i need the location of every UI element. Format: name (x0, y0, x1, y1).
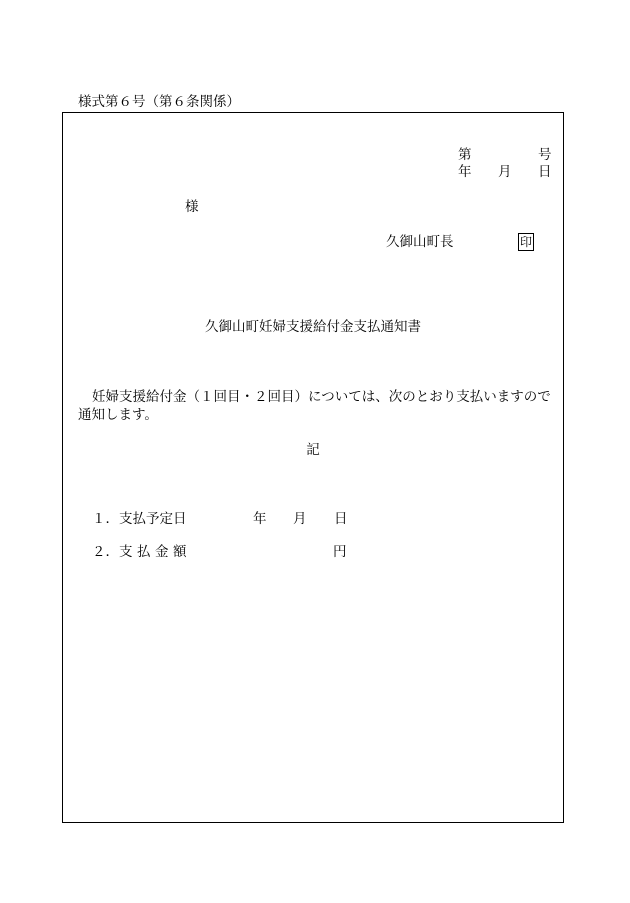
payment-date-day: 日 (334, 511, 348, 527)
record-marker: 記 (306, 442, 320, 458)
reference-number-suffix: 号 (538, 147, 552, 163)
item-label: 支払金額 (119, 544, 191, 560)
item-payment-amount (92, 544, 191, 560)
issue-date-year: 年 (458, 164, 472, 180)
body-text-line-1: 妊婦支援給付金（１回目・２回目）については、次のとおり支払いますので (92, 389, 551, 405)
reference-number-prefix: 第 (458, 147, 472, 163)
item-label: 支払予定日 (119, 511, 187, 527)
item-number: ２． (92, 544, 119, 560)
payment-date-month: 月 (293, 511, 307, 527)
issuer-title: 久御山町長 (386, 234, 454, 250)
document-title: 久御山町妊婦支援給付金支払通知書 (205, 319, 421, 335)
form-number-label: 様式第６号（第６条関係） (78, 94, 240, 110)
payment-amount-unit: 円 (333, 544, 347, 560)
payment-date-year: 年 (253, 511, 267, 527)
item-payment-date (92, 511, 187, 527)
addressee-honorific: 様 (185, 199, 199, 215)
document-frame (62, 112, 564, 823)
seal-mark: 印 (519, 235, 532, 249)
item-number: １． (92, 511, 119, 527)
issue-date-day: 日 (538, 164, 552, 180)
body-text-line-2: 通知します。 (78, 407, 158, 423)
issue-date-month: 月 (498, 164, 512, 180)
